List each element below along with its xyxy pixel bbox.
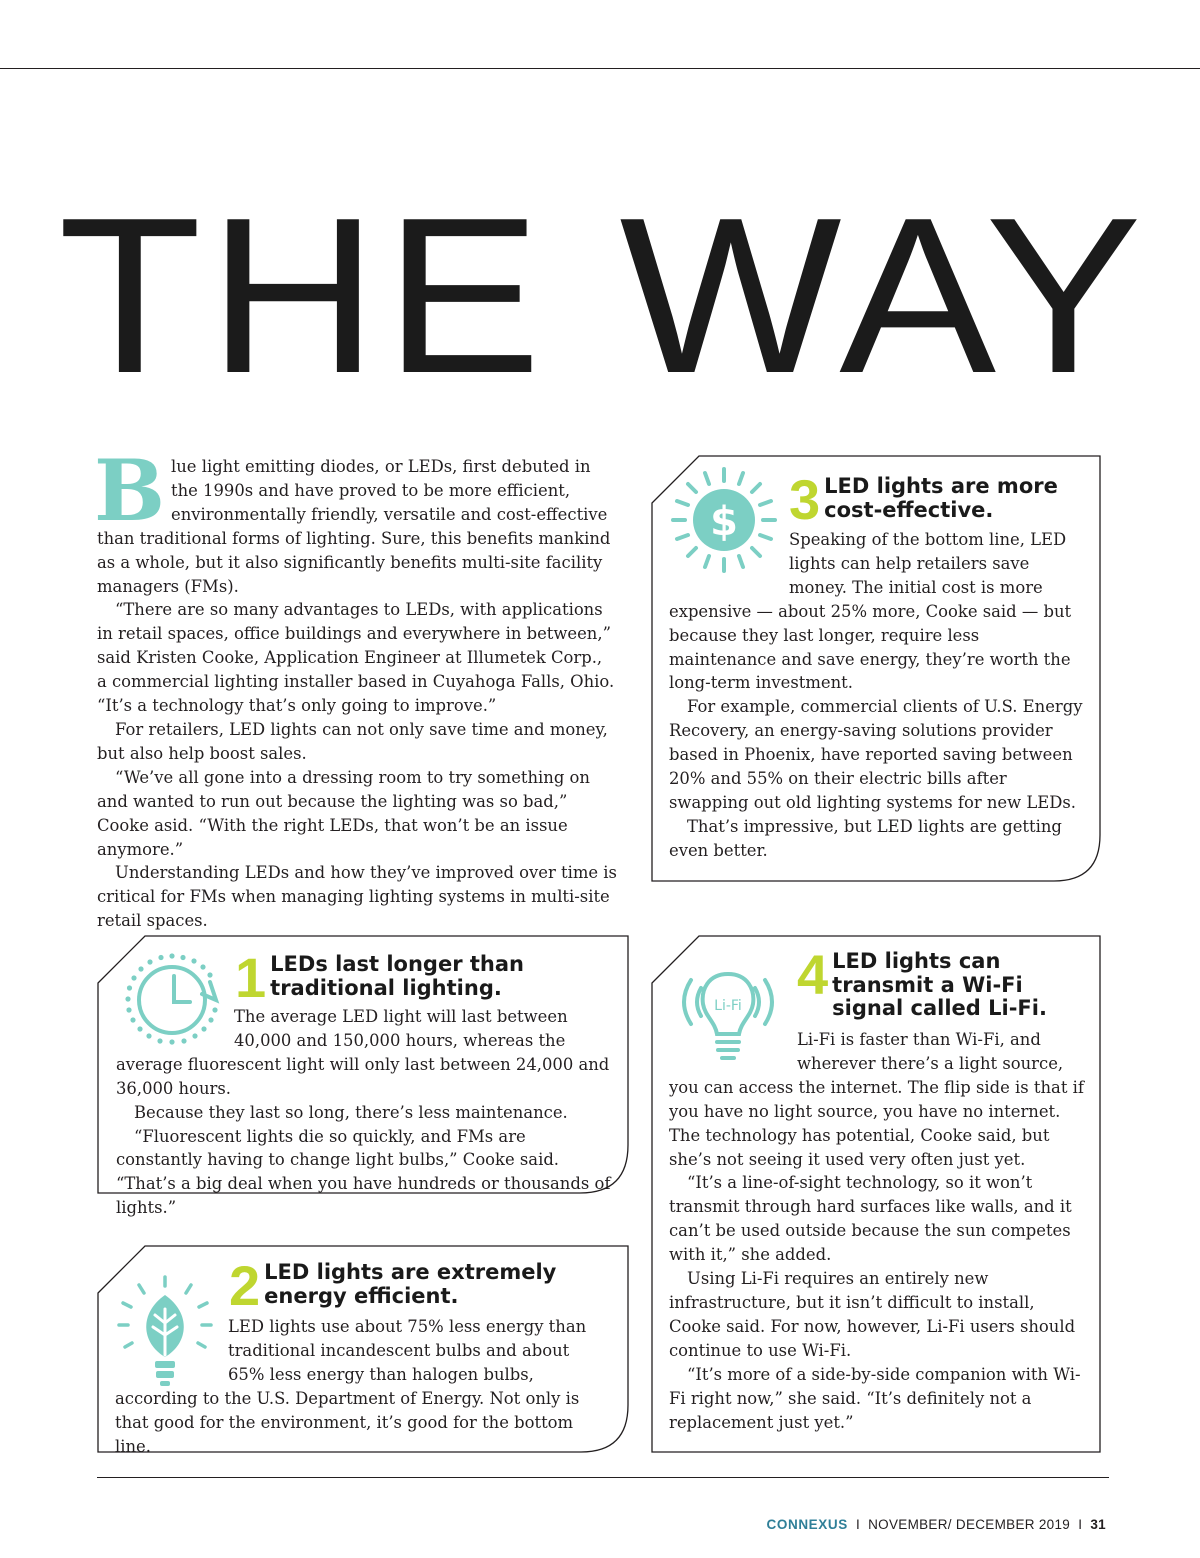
- page-title: THE WAY: [58, 172, 1149, 420]
- box-4-heading: LED lights can transmit a Wi-Fi signal called Li-Fi.: [832, 949, 1047, 1020]
- box-4-paragraph-4: “It’s more of a side-by-side companion with Wi-Fi right now,” she said. “It’s definitely not a replacement just yet.”: [669, 1364, 1081, 1432]
- footer-separator: I: [1078, 1517, 1083, 1532]
- box-3-paragraph-2: For example, commercial clients of U.S. Energy Recovery, an energy-saving solutions provider based in Phoenix, have reported saving between 20% and 55% on their electric bills after swapping out old lighting systems for new LEDs.: [669, 697, 1083, 812]
- intro-paragraph-5: Understanding LEDs and how they’ve improved over time is critical for FMs when managing lighting systems in multi-site retail spaces.: [97, 863, 617, 931]
- box-4-paragraph-2: “It’s a line-of-sight technology, so it won’t transmit through hard surfaces like walls, and it can’t be used outside because the sun competes with it,” she added.: [669, 1173, 1072, 1265]
- box-4-paragraph-1: Li-Fi is faster than Wi-Fi, and wherever there’s a light source, you can access the internet. The flip side is that if you have no light source, you have no internet. The technology has potential, Cooke said, but she’s not seeing it used very often just yet.: [669, 1030, 1084, 1169]
- box-1-paragraph-1: The average LED light will last between 40,000 and 150,000 hours, whereas the average fluorescent light will only last between 24,000 and 36,000 hours.: [116, 1007, 610, 1098]
- box-1-number: 1: [235, 946, 267, 1009]
- callout-box-4: [651, 935, 1100, 1452]
- box-4-number: 4: [797, 943, 829, 1006]
- svg-text:$: $: [710, 499, 738, 545]
- box-3-paragraph-1: Speaking of the bottom line, LED lights can help retailers save money. The initial cost is more expensive — about 25% more, Cooke said — but because they last longer, require less maintenance and save energy, they’re worth the long-term investment.: [669, 530, 1072, 693]
- box-3-heading: LED lights are more cost-effective.: [824, 474, 1058, 522]
- callout-box-3: [651, 455, 1100, 881]
- footer-rule: [97, 1477, 1109, 1478]
- footer-separator: I: [855, 1517, 861, 1532]
- intro-paragraph-1: [94, 441, 617, 598]
- box-1-paragraph-2: Because they last so long, there’s less maintenance.: [134, 1102, 568, 1122]
- top-rule: [0, 68, 1200, 69]
- box-2-number: 2: [229, 1254, 261, 1317]
- intro-paragraph-3: For retailers, LED lights can not only save time and money, but also help boost sales.: [97, 719, 608, 763]
- intro-lead-text: lue light emitting diodes, or LEDs, first debuted in the 1990s and have proved to be more efficient, environmentally friendly, versatile and cost-effective than traditional forms of lighting. Sure, this benefits mankind as a whole, but it also significantly benefits multi-site facility managers (FMs).: [97, 457, 611, 596]
- box-4-paragraph-3: Using Li-Fi requires an entirely new infrastructure, but it isn’t difficult to install, Cooke said. For now, however, Li-Fi users should continue to use Wi-Fi.: [669, 1269, 1076, 1360]
- callout-box-1: [97, 935, 628, 1218]
- intro-paragraph-2: “There are so many advantages to LEDs, with applications in retail spaces, office buildings and everywhere in between,” said Kristen Cooke, Application Engineer at Illumetek Corp., a commercial lighting installer based in Cuyahoga Falls, Ohio. “It’s a technology that’s only going to improve.”: [97, 600, 615, 716]
- drop-cap: B: [94, 441, 165, 540]
- box-1-paragraph-3: “Fluorescent lights die so quickly, and FMs are constantly having to change light bulbs,” Cooke said. “That’s a big deal when you have hundreds or thousands of lights.”: [116, 1126, 611, 1218]
- svg-text:Li-Fi: Li-Fi: [714, 998, 742, 1014]
- callout-box-2: [97, 1245, 628, 1456]
- box-3-paragraph-3: That’s impressive, but LED lights are getting even better.: [669, 816, 1062, 860]
- box-3-number: 3: [789, 468, 821, 531]
- intro-article: [94, 441, 617, 933]
- box-1-heading: LEDs last longer than traditional lighting.: [270, 952, 524, 1000]
- box-2-paragraph-1: LED lights use about 75% less energy than traditional incandescent bulbs and about 65% less energy than halogen bulbs, according to the U.S. Department of Energy. Not only is that good for the environment, it’s good for the bottom line.: [115, 1317, 587, 1456]
- footer-brand: CONNEXUS: [766, 1517, 848, 1532]
- footer-issue: NOVEMBER/ DECEMBER 2019: [868, 1517, 1071, 1532]
- intro-paragraph-4: “We’ve all gone into a dressing room to try something on and wanted to run out because the lighting was so bad,” Cooke asid. “With the right LEDs, that won’t be an issue anymore.”: [97, 767, 590, 859]
- page-number: 31: [1090, 1517, 1106, 1532]
- page-footer: [767, 1517, 1106, 1532]
- box-2-heading: LED lights are extremely energy efficient.: [264, 1260, 557, 1308]
